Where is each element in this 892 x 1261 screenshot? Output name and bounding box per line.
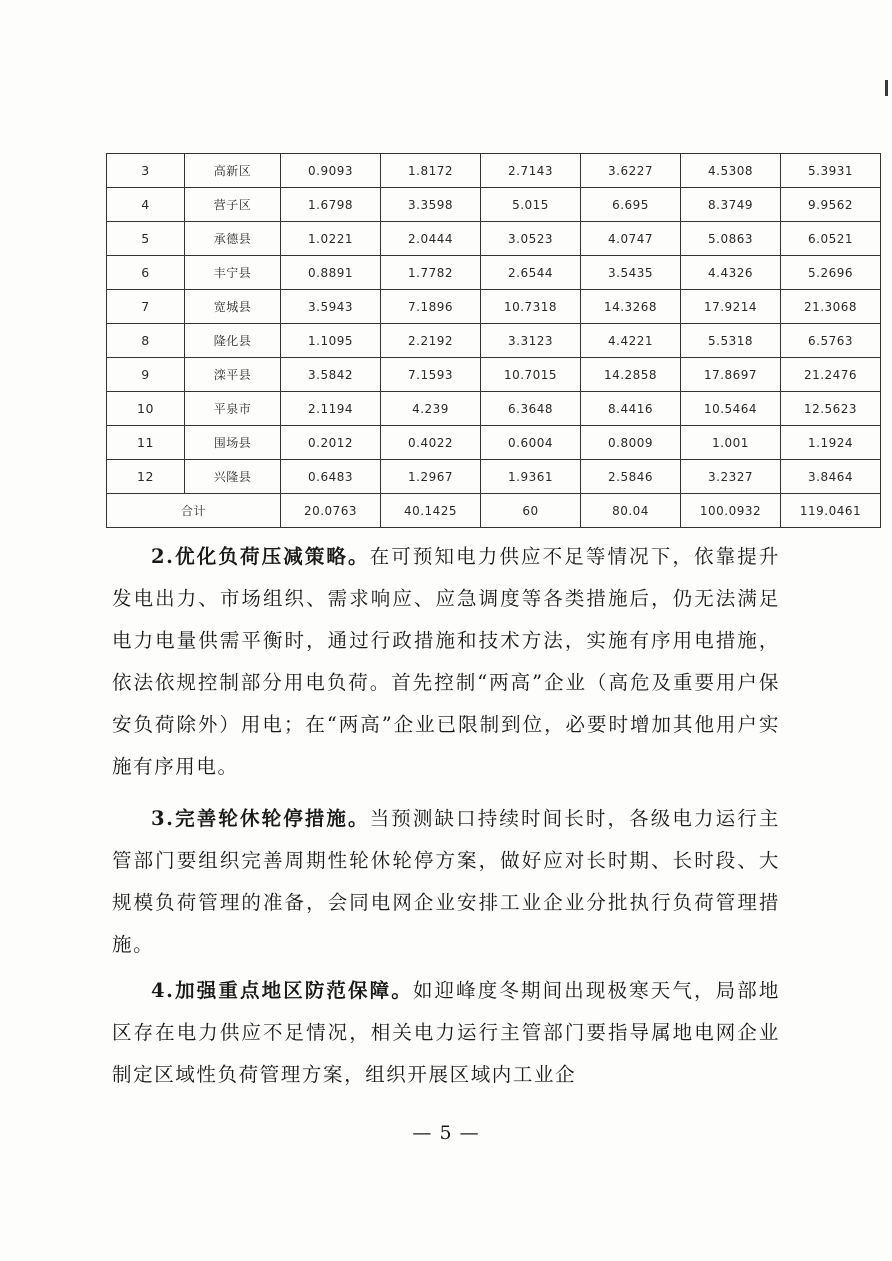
value-cell: 7.1593 — [381, 358, 481, 392]
table-row — [107, 460, 881, 494]
value-cell: 2.6544 — [481, 256, 581, 290]
region-name-cell: 围场县 — [185, 426, 281, 460]
value-cell: 1.1095 — [281, 324, 381, 358]
row-index-cell: 6 — [107, 256, 185, 290]
table-row — [107, 188, 881, 222]
value-cell: 10.7015 — [481, 358, 581, 392]
value-cell: 5.5318 — [681, 324, 781, 358]
row-index-cell: 10 — [107, 392, 185, 426]
value-cell: 21.2476 — [781, 358, 881, 392]
value-cell: 1.0221 — [281, 222, 381, 256]
region-name-cell: 营子区 — [185, 188, 281, 222]
total-value-cell: 40.1425 — [381, 494, 481, 528]
table-row — [107, 358, 881, 392]
paragraph-body: 在可预知电力供应不足等情况下，依靠提升发电出力、市场组织、需求响应、应急调度等各类措施后，仍无法满足电力电量供需平衡时，通过行政措施和技术方法，实施有序用电措施，依法依规控制部分用电负荷。首先控制“两高”企业（高危及重要用户保安负荷除外）用电；在“两高”企业已限制到位，必要时增加其他用户实施有序用电。 — [112, 545, 780, 778]
scan-edge-mark — [885, 80, 888, 96]
paragraph-body: 当预测缺口持续时间长时，各级电力运行主管部门要组织完善周期性轮休轮停方案，做好应对长时期、长时段、大规模负荷管理的准备，会同电网企业安排工业企业分批执行负荷管理措施。 — [112, 807, 780, 956]
value-cell: 1.1924 — [781, 426, 881, 460]
value-cell: 3.0523 — [481, 222, 581, 256]
value-cell: 5.2696 — [781, 256, 881, 290]
region-name-cell: 兴隆县 — [185, 460, 281, 494]
paragraph-heading: 3.完善轮休轮停措施。 — [151, 807, 370, 830]
value-cell: 6.5763 — [781, 324, 881, 358]
row-index-cell: 9 — [107, 358, 185, 392]
row-index-cell: 11 — [107, 426, 185, 460]
paragraph-rotation-measures — [112, 798, 780, 966]
row-index-cell: 5 — [107, 222, 185, 256]
table-row — [107, 222, 881, 256]
value-cell: 6.695 — [581, 188, 681, 222]
paragraph-key-regions — [112, 970, 780, 1096]
page-number: — 5 — — [412, 1122, 480, 1144]
value-cell: 14.3268 — [581, 290, 681, 324]
value-cell: 2.1194 — [281, 392, 381, 426]
region-name-cell: 平泉市 — [185, 392, 281, 426]
value-cell: 14.2858 — [581, 358, 681, 392]
region-name-cell: 高新区 — [185, 154, 281, 188]
table-row — [107, 392, 881, 426]
value-cell: 4.5308 — [681, 154, 781, 188]
value-cell: 5.3931 — [781, 154, 881, 188]
total-value-cell: 80.04 — [581, 494, 681, 528]
region-name-cell: 滦平县 — [185, 358, 281, 392]
total-value-cell: 20.0763 — [281, 494, 381, 528]
value-cell: 1.7782 — [381, 256, 481, 290]
value-cell: 2.5846 — [581, 460, 681, 494]
paragraph-heading: 2.优化负荷压减策略。 — [151, 545, 370, 568]
total-label-cell: 合计 — [107, 494, 281, 528]
value-cell: 1.9361 — [481, 460, 581, 494]
row-index-cell: 7 — [107, 290, 185, 324]
value-cell: 3.3123 — [481, 324, 581, 358]
table-row — [107, 426, 881, 460]
value-cell: 4.4326 — [681, 256, 781, 290]
value-cell: 6.3648 — [481, 392, 581, 426]
region-name-cell: 丰宁县 — [185, 256, 281, 290]
table-row — [107, 290, 881, 324]
value-cell: 17.8697 — [681, 358, 781, 392]
value-cell: 12.5623 — [781, 392, 881, 426]
value-cell: 3.3598 — [381, 188, 481, 222]
value-cell: 2.2192 — [381, 324, 481, 358]
value-cell: 1.8172 — [381, 154, 481, 188]
value-cell: 8.4416 — [581, 392, 681, 426]
row-index-cell: 3 — [107, 154, 185, 188]
value-cell: 0.4022 — [381, 426, 481, 460]
value-cell: 3.5943 — [281, 290, 381, 324]
value-cell: 1.2967 — [381, 460, 481, 494]
value-cell: 1.6798 — [281, 188, 381, 222]
table-body — [107, 154, 881, 528]
paragraph-heading: 4.加强重点地区防范保障。 — [151, 979, 413, 1002]
value-cell: 1.001 — [681, 426, 781, 460]
value-cell: 7.1896 — [381, 290, 481, 324]
load-reduction-table — [106, 153, 881, 528]
value-cell: 4.239 — [381, 392, 481, 426]
value-cell: 4.0747 — [581, 222, 681, 256]
value-cell: 5.015 — [481, 188, 581, 222]
value-cell: 0.2012 — [281, 426, 381, 460]
value-cell: 3.6227 — [581, 154, 681, 188]
value-cell: 0.6483 — [281, 460, 381, 494]
value-cell: 5.0863 — [681, 222, 781, 256]
table-row — [107, 154, 881, 188]
value-cell: 6.0521 — [781, 222, 881, 256]
value-cell: 21.3068 — [781, 290, 881, 324]
value-cell: 0.6004 — [481, 426, 581, 460]
value-cell: 4.4221 — [581, 324, 681, 358]
value-cell: 10.5464 — [681, 392, 781, 426]
value-cell: 8.3749 — [681, 188, 781, 222]
region-name-cell: 隆化县 — [185, 324, 281, 358]
value-cell: 3.8464 — [781, 460, 881, 494]
total-value-cell: 100.0932 — [681, 494, 781, 528]
total-value-cell: 119.0461 — [781, 494, 881, 528]
value-cell: 17.9214 — [681, 290, 781, 324]
value-cell: 10.7318 — [481, 290, 581, 324]
value-cell: 3.5435 — [581, 256, 681, 290]
value-cell: 3.5842 — [281, 358, 381, 392]
value-cell: 9.9562 — [781, 188, 881, 222]
paragraph-load-reduction — [112, 536, 780, 788]
region-name-cell: 宽城县 — [185, 290, 281, 324]
row-index-cell: 8 — [107, 324, 185, 358]
value-cell: 2.7143 — [481, 154, 581, 188]
row-index-cell: 4 — [107, 188, 185, 222]
value-cell: 2.0444 — [381, 222, 481, 256]
value-cell: 3.2327 — [681, 460, 781, 494]
row-index-cell: 12 — [107, 460, 185, 494]
table-row — [107, 256, 881, 290]
table-row — [107, 324, 881, 358]
region-name-cell: 承德县 — [185, 222, 281, 256]
value-cell: 0.8009 — [581, 426, 681, 460]
paragraph-body: 如迎峰度冬期间出现极寒天气，局部地区存在电力供应不足情况，相关电力运行主管部门要指导属地电网企业制定区域性负荷管理方案，组织开展区域内工业企 — [112, 979, 780, 1086]
total-row — [107, 494, 881, 528]
total-value-cell: 60 — [481, 494, 581, 528]
value-cell: 0.9093 — [281, 154, 381, 188]
value-cell: 0.8891 — [281, 256, 381, 290]
